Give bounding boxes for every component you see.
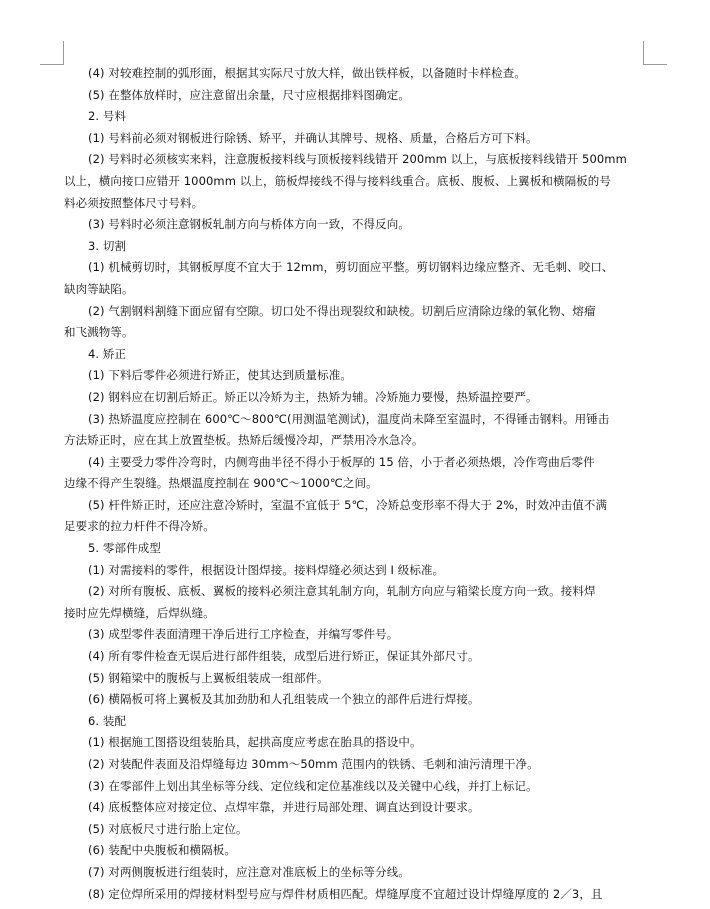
document-body <box>64 63 644 905</box>
text-line: 缺肉等缺陷。 <box>64 281 134 296</box>
text-line: (6) 装配中央腹板和横隔板。 <box>88 843 236 858</box>
text-line: (4) 主要受力零件冷弯时，内侧弯曲半径不得小于板厚的 15 倍，小于者必须热煨，冷作弯曲后零件 <box>88 454 595 469</box>
text-line: 料必须按照整体尺寸号料。 <box>64 195 204 210</box>
text-line: (2) 号料时必须核实来料，注意腹板接料线与顶板接料线错开 200mm 以上，与底板接料线错开 500mm <box>88 152 627 167</box>
text-line: (5) 杆件矫正时，还应注意冷矫时，室温不宜低于 5℃，冷矫总变形率不得大于 2%，时效冲击值不满 <box>88 497 608 512</box>
text-line: (3) 号料时必须注意钢板轧制方向与桥体方向一致，不得反向。 <box>88 217 410 232</box>
text-line: (2) 气割钢料割缝下面应留有空隙。切口处不得出现裂纹和缺棱。切割后应清除边缘的氧化物、熔瘤 <box>88 303 596 318</box>
text-line: 4. 矫正 <box>88 346 127 361</box>
text-line: (1) 根据施工图搭设组装胎具，起拱高度应考虑在胎具的搭设中。 <box>88 735 422 750</box>
crop-mark-top-right <box>643 64 667 65</box>
text-line: (4) 所有零件检查无误后进行部件组装，成型后进行矫正，保证其外部尺寸。 <box>88 649 480 664</box>
text-line: 和飞溅物等。 <box>64 325 134 340</box>
text-line: 5. 零部件成型 <box>88 541 161 556</box>
crop-mark-top-left <box>63 41 64 65</box>
text-line: (1) 对需接料的零件，根据设计图焊接。接料焊缝必须达到 I 级标准。 <box>88 562 445 577</box>
text-line: 2. 号料 <box>88 109 127 124</box>
crop-mark-top-left <box>40 64 64 65</box>
text-line: 边缘不得产生裂缝。热煨温度控制在 900℃～1000℃之间。 <box>64 476 378 491</box>
text-line: 以上，横向接口应错开 1000mm 以上，筋板焊接线不得与接料线重合。底板、腹板、上翼板和横隔板的号 <box>64 173 611 188</box>
text-line: (5) 在整体放样时，应注意留出余量，尺寸应根据排料图确定。 <box>88 87 410 102</box>
text-line: (3) 成型零件表面清理干净后进行工序检查，并编写零件号。 <box>88 627 399 642</box>
crop-mark-top-right <box>643 41 644 65</box>
text-line: (5) 钢箱梁中的腹板与上翼板组装成一组部件。 <box>88 670 329 685</box>
text-line: (7) 对两侧腹板进行组装时，应注意对准底板上的坐标等分线。 <box>88 864 410 879</box>
text-line: 方法矫正时，应在其上放置垫板。热矫后缓慢冷却，严禁用冷水急冷。 <box>64 433 424 448</box>
text-line: (1) 号料前必须对钢板进行除锈、矫平，并确认其牌号、规格、质量，合格后方可下料。 <box>88 130 538 145</box>
text-line: (4) 底板整体应对接定位、点焊牢靠，并进行局部处理、调直达到设计要求。 <box>88 800 480 815</box>
text-line: 接时应先焊横缝，后焊纵缝。 <box>64 605 215 620</box>
text-line: (8) 定位焊所采用的焊接材料型号应与焊件材质相匹配。焊缝厚度不宜超过设计焊缝厚度的 2／3，且 <box>88 886 603 901</box>
text-line: 3. 切割 <box>88 238 127 253</box>
text-line: 足要求的拉力杆件不得冷矫。 <box>64 519 215 534</box>
text-line: (2) 对所有腹板、底板、翼板的接料必须注意其轧制方向，轧制方向应与箱梁长度方向一致。接料焊 <box>88 584 596 599</box>
text-line: (2) 钢料应在切割后矫正。矫正以冷矫为主，热矫为辅。冷矫施力要慢，热矫温控要严。 <box>88 389 538 404</box>
text-line: (6) 横隔板可将上翼板及其加劲肋和人孔组装成一个独立的部件后进行焊接。 <box>88 692 480 707</box>
text-line: (3) 在零部件上划出其坐标等分线、定位线和定位基准线以及关键中心线，并打上标记。 <box>88 778 538 793</box>
text-line: (5) 对底板尺寸进行胎上定位。 <box>88 821 248 836</box>
text-line: (2) 对装配件表面及沿焊缝每边 30mm～50mm 范围内的铁锈、毛刺和油污清理干净。 <box>88 757 539 771</box>
text-line: (1) 机械剪切时，其钢板厚度不宜大于 12mm，剪切面应平整。剪切钢料边缘应整齐、无毛刺、咬口、 <box>88 260 614 275</box>
text-line: (1) 下料后零件必须进行矫正，使其达到质量标准。 <box>88 368 352 383</box>
text-line: (4) 对较难控制的弧形面，根据其实际尺寸放大样，做出铁样板，以备随时卡样检查。 <box>88 66 526 80</box>
text-line: 6. 装配 <box>88 713 127 728</box>
text-line: (3) 热矫温度应控制在 600℃～800℃(用测温笔测试)，温度尚未降至室温时，不得锤击钢料。用锤击 <box>88 411 610 426</box>
